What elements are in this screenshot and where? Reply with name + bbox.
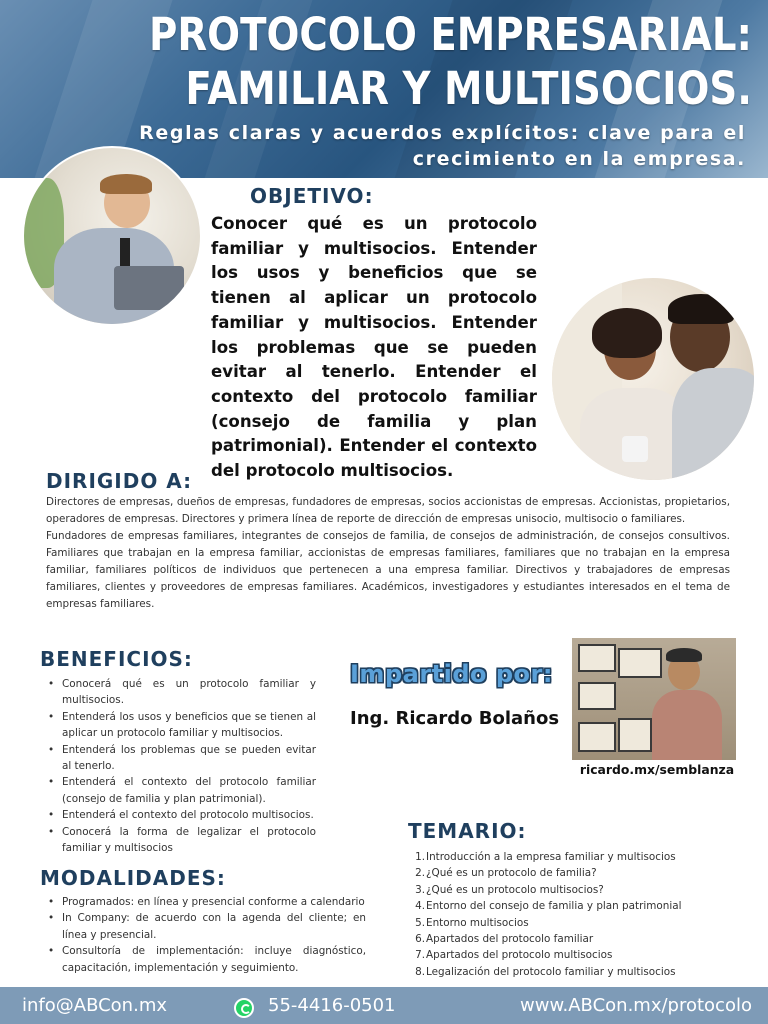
list-item: • Conocerá qué es un protocolo familiar y multisocios.	[40, 676, 316, 709]
list-item: • Entenderá el contexto del protocolo multisocios.	[40, 807, 316, 823]
audience-text	[46, 494, 730, 613]
modalities-list	[40, 894, 366, 976]
audience-paragraph: Directores de empresas, dueños de empresas, fundadores de empresas, socios accionistas de empresas. Accionistas, propietarios, operadores de empresas. Directores y primera línea de reporte de dirección de empresas unisocio, multisocio o familiares.	[46, 496, 730, 525]
list-item: 6.Apartados del protocolo familiar	[415, 933, 594, 946]
list-item: • Consultoría de implementación: incluye diagnóstico, capacitación, implementación y seguimiento.	[40, 943, 366, 976]
list-item: • Entenderá los problemas que se pueden evitar al tenerlo.	[40, 742, 316, 775]
benefits-heading: BENEFICIOS:	[40, 647, 193, 671]
list-item: • In Company: de acuerdo con la agenda del cliente; en línea y presencial.	[40, 910, 366, 943]
instructor-bio-link[interactable]: ricardo.mx/semblanza	[579, 762, 735, 777]
list-item: 8.Legalización del protocolo familiar y multisocios	[415, 965, 676, 978]
list-item: • Conocerá la forma de legalizar el protocolo familiar y multisocios	[40, 824, 316, 857]
list-item: 7.Apartados del protocolo multisocios	[415, 949, 613, 962]
instructor-label	[350, 660, 553, 688]
whatsapp-icon	[234, 998, 254, 1018]
objective-heading: OBJETIVO:	[250, 184, 374, 208]
objective-text: Conocer qué es un protocolo familiar y multisocios. Entender los usos y beneficios que se tienen al aplicar un protocolo familiar y multisocios. Entender los problemas que se pueden evitar al tenerlo. Entender el contexto del protocolo familiar (consejo de familia y plan patrimonial). Entender el contexto del protocolo multisocios.	[211, 214, 537, 481]
syllabus-heading: TEMARIO:	[408, 819, 527, 843]
list-item: • Entenderá los usos y beneficios que se tienen al aplicar un protocolo familiar y multisocios.	[40, 709, 316, 742]
syllabus-list	[414, 849, 734, 980]
audience-heading: DIRIGIDO A:	[46, 469, 193, 493]
list-item: • Programados: en línea y presencial conforme a calendario	[40, 894, 366, 910]
instructor-photo	[572, 638, 736, 760]
list-item: 4.Entorno del consejo de familia y plan patrimonial	[415, 900, 682, 913]
list-item: • Entenderá el contexto del protocolo familiar (consejo de familia y plan patrimonial).	[40, 774, 316, 807]
list-item: 5.Entorno multisocios	[415, 916, 529, 929]
businessman-photo	[22, 146, 202, 326]
list-item: 3.¿Qué es un protocolo multisocios?	[415, 883, 604, 896]
contact-email[interactable]: info@ABCon.mx	[22, 995, 168, 1016]
footer-bar	[0, 987, 768, 1024]
page-title: PROTOCOLO EMPRESARIAL: FAMILIAR Y MULTISOCIOS.	[149, 8, 753, 115]
instructor-name: Ing. Ricardo Bolaños	[350, 708, 560, 729]
couple-photo	[552, 278, 754, 480]
page-subtitle: Reglas claras y acuerdos explícitos: clave para el crecimiento en la empresa.	[139, 122, 746, 170]
list-item: 1.Introducción a la empresa familiar y multisocios	[415, 851, 676, 863]
contact-phone[interactable]: 55-4416-0501	[268, 995, 396, 1016]
instructor-label-text: Impartido por:	[350, 660, 553, 688]
website-link[interactable]: www.ABCon.mx/protocolo	[520, 995, 752, 1016]
audience-paragraph: Fundadores de empresas familiares, integrantes de consejos de familia, de consejos de administración, de consejos consultivos. Familiares que trabajan en la empresa familiar, accionistas de empresas familiares, familiares que no trabajan en la empresa familiar, familiares políticos de individuos que pertenecen a una empresa familiar. Directivos y trabajadores de empresas familiares, clientes y proveedores de empresas familiares. Académicos, investigadores y estudiantes interesados en el tema de empresas familiares.	[46, 530, 730, 610]
list-item: 2.¿Qué es un protocolo de familia?	[415, 867, 597, 880]
modalities-heading: MODALIDADES:	[40, 866, 226, 890]
benefits-list	[40, 676, 316, 856]
